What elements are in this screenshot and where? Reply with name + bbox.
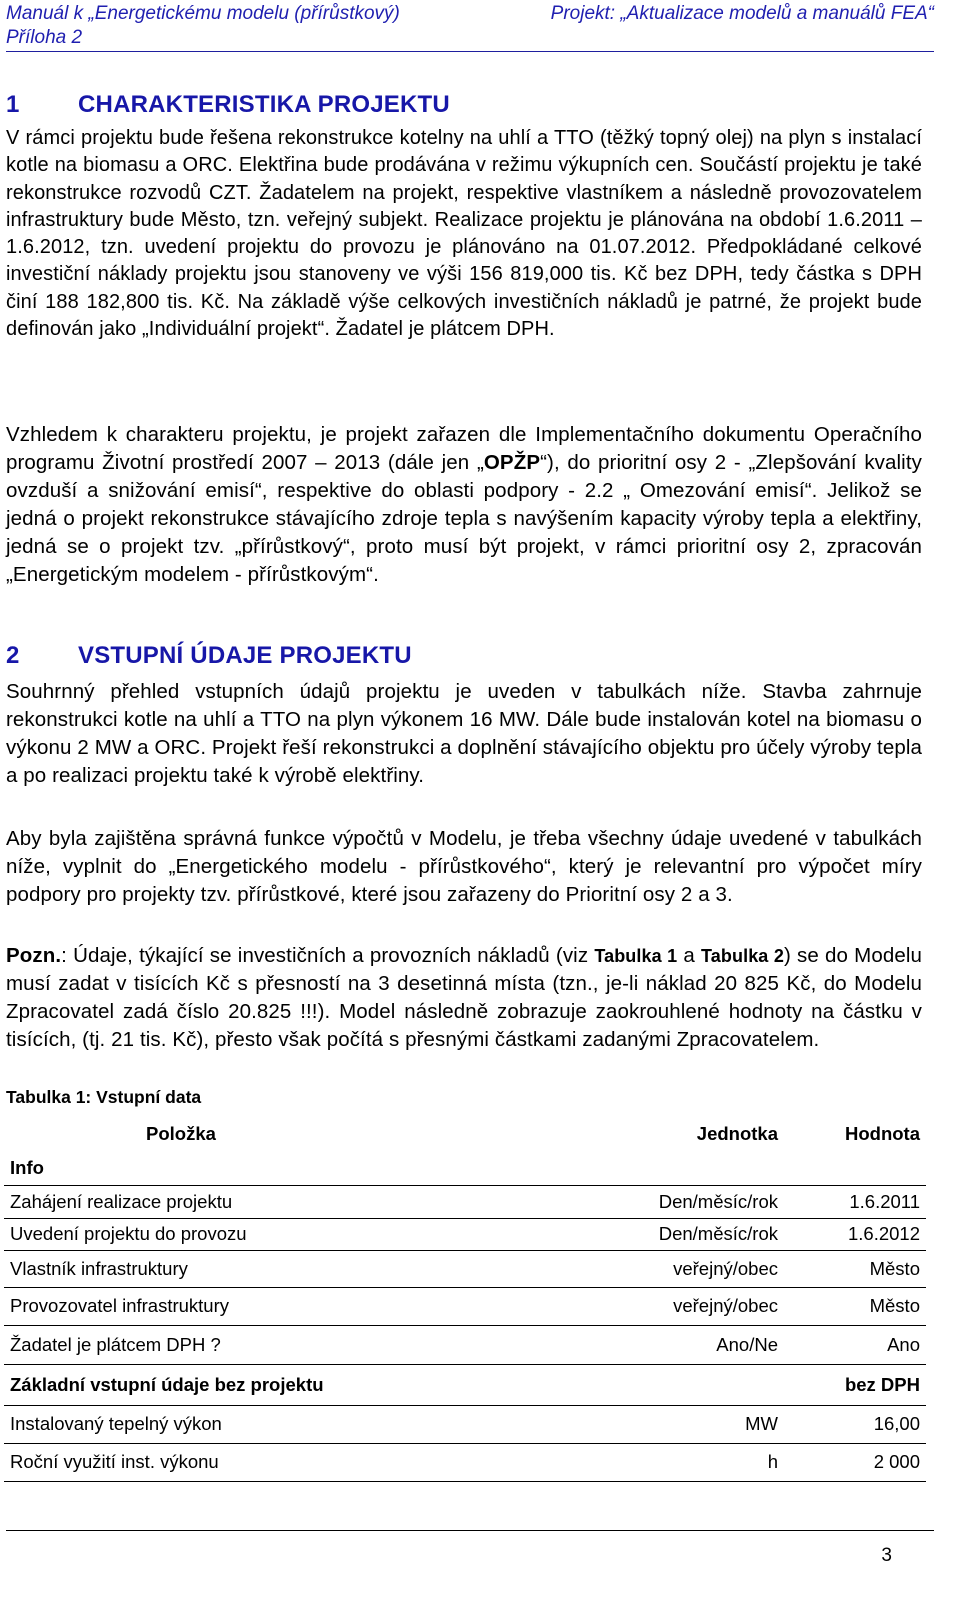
table-row [4, 1287, 926, 1325]
group-value-basic: bez DPH [844, 1373, 920, 1395]
section-2-note: Pozn.: Údaje, týkající se investičních a provozních nákladů (viz Tabulka 1 a Tabulka 2) se do Modelu musí zadat v tisících Kč s přesností na 3 desetinná místa (tzn., je-li náklad 20 825 Kč, do Modelu Zpracovatel zadá číslo 20.825 !!!). Model následně zobrazuje zaokrouhlené hodnoty na částku v tisících, (tj. 21 tis. Kč), přesto však počítá s přesnými částkami zadanými Zpracovatelem. [6, 944, 922, 1051]
header-annex: Příloha 2 [6, 27, 83, 48]
table-2-reference: Tabulka 2 [701, 946, 784, 966]
cell-item: Žadatel je plátcem DPH ? [10, 1333, 221, 1355]
input-data-table [4, 1117, 926, 1482]
cell-unit: MW [745, 1413, 778, 1434]
cell-value: 1.6.2011 [849, 1190, 920, 1212]
cell-item: Roční využití inst. výkonu [10, 1451, 219, 1472]
cell-value: Město [869, 1257, 920, 1279]
page-header [6, 0, 934, 52]
table-row [4, 1405, 926, 1443]
cell-unit: veřejný/obec [673, 1295, 778, 1316]
group-label-basic: Základní vstupní údaje bez projektu [10, 1373, 324, 1395]
cell-unit: Ano/Ne [716, 1333, 778, 1355]
section-2-number: 2 [6, 642, 20, 669]
section-1-title: CHARAKTERISTIKA PROJEKTU [78, 91, 450, 118]
cell-unit: h [767, 1451, 778, 1472]
header-manual-title: Manuál k „Energetickému modelu (přírůstkový) [6, 3, 400, 24]
cell-value: Město [869, 1295, 920, 1316]
section-1-paragraph-2: Vzhledem k charakteru projektu, je projekt zařazen dle Implementačního dokumentu Operačního programu Životní prostředí 2007 – 2013 (dále jen „OPŽP“), do prioritní osy 2 - „Zlepšování kvality ovzduší a snižování emisí“, respektive do oblasti podpory - 2.2 „ Omezování emisí“. Jelikož se jedná o projekt rekonstrukce stávajícího zdroje tepla s navýšením kapacity výroby tepla a elektřiny, jedná se o projekt tzv. „přírůstkový“, proto musí být projekt, v rámci prioritní osy 2, zpracován „Energetickým modelem - přírůstkovým“. [6, 423, 922, 586]
table-row [4, 1218, 926, 1250]
group-row-basic [4, 1364, 926, 1405]
cell-item: Zahájení realizace projektu [10, 1190, 233, 1212]
section-2-paragraph-1: Souhrnný přehled vstupních údajů projektu je uveden v tabulkách níže. Stavba zahrnuje rekonstrukci kotle na uhlí a TTO na plyn výkonem 16 MW. Dále bude instalován kotel na biomasu o výkonu 2 MW a ORC. Projekt řeší rekonstrukci a doplnění stávajícího objektu pro účely výroby tepla a po realizaci projektu také k výrobě elektřiny. [6, 680, 922, 787]
footer-divider [6, 1530, 934, 1531]
header-item: Položka [146, 1123, 216, 1144]
cell-item: Uvedení projektu do provozu [10, 1223, 247, 1244]
section-1-heading [6, 91, 450, 119]
table-row [4, 1325, 926, 1364]
cell-item: Provozovatel infrastruktury [10, 1295, 230, 1316]
cell-value: 16,00 [873, 1413, 920, 1434]
table-row [4, 1443, 926, 1481]
note-label: Pozn. [6, 944, 62, 967]
header-project-title: Projekt: „Aktualizace modelů a manuálů FEA“ [550, 3, 934, 24]
table-1-reference: Tabulka 1 [594, 946, 678, 966]
table-caption: Tabulka 1: Vstupní data [6, 1087, 202, 1107]
cell-value: 2 000 [873, 1451, 920, 1472]
section-1-paragraph-1: V rámci projektu bude řešena rekonstrukce kotelny na uhlí a TTO (těžký topný olej) na plyn s instalací kotle na biomasu a ORC. Elektřina bude prodávána v režimu výkupních cen. Součástí projektu je také rekonstrukce rozvodů CZT. Žadatelem na projekt, respektive vlastníkem a následně provozovatelem infrastruktury bude Město, tzn. veřejný subjekt. Realizace projektu je plánována na období 1.6.2011 – 1.6.2012, tzn. uvedení projektu do provozu je plánováno na 01.07.2012. Předpokládané celkové investiční náklady projektu jsou stanoveny ve výši 156 819,000 tis. Kč bez DPH, tedy částka s DPH činí 188 182,800 tis. Kč. Na základě výše celkových investičních nákladů je patrné, že projekt bude definován jako „Individuální projekt“. Žadatel je plátcem DPH. [6, 127, 922, 341]
cell-unit: veřejný/obec [673, 1257, 778, 1279]
table-row [4, 1185, 926, 1218]
group-row-info [4, 1151, 926, 1185]
cell-unit: Den/měsíc/rok [658, 1190, 778, 1212]
cell-item: Instalovaný tepelný výkon [10, 1413, 222, 1434]
table-header-row [4, 1117, 926, 1151]
header-unit: Jednotka [696, 1123, 778, 1144]
opzp-abbrev: OPŽP [483, 451, 541, 474]
cell-item: Vlastník infrastruktury [10, 1257, 188, 1279]
cell-value: 1.6.2012 [847, 1223, 920, 1244]
group-label-info: Info [10, 1156, 44, 1178]
section-1-number: 1 [6, 91, 20, 118]
cell-unit: Den/měsíc/rok [658, 1223, 778, 1244]
section-2-heading [6, 642, 412, 670]
cell-value: Ano [887, 1333, 920, 1355]
header-value: Hodnota [844, 1123, 920, 1144]
table-row [4, 1250, 926, 1287]
page-number: 3 [881, 1545, 892, 1566]
section-2-title: VSTUPNÍ ÚDAJE PROJEKTU [78, 642, 412, 669]
section-2-paragraph-2: Aby byla zajištěna správná funkce výpočtů v Modelu, je třeba všechny údaje uvedené v tabulkách níže, vyplnit do „Energetického modelu - přírůstkového“, který je relevantní pro výpočet míry podpory pro projekty tzv. přírůstkové, které jsou zařazeny do Prioritní osy 2 a 3. [6, 827, 922, 906]
